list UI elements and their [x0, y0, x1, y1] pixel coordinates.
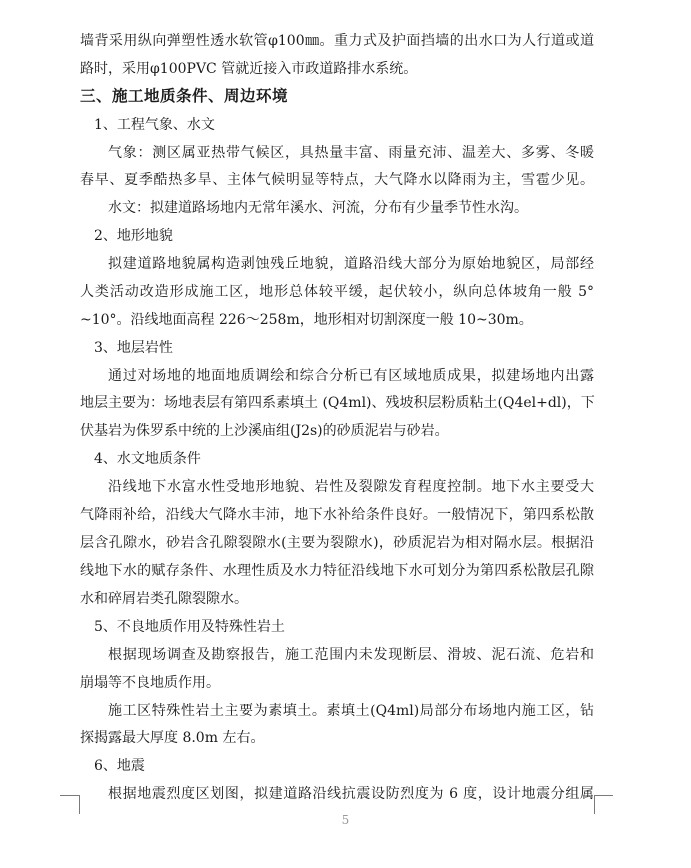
- margin-corner-mark-left-vertical: [79, 795, 80, 814]
- body-line: ~10°。沿线地面高程 226～258m，地形相对切割深度一般 10~30m。: [80, 312, 533, 328]
- body-line: 气象：测区属亚热带气候区，具热量丰富、雨量充沛、温差大、多雾、冬暖: [108, 145, 594, 161]
- section-heading: 三、施工地质条件、周边环境: [80, 87, 289, 105]
- subsection-heading: 5、不良地质作用及特殊性岩土: [94, 619, 285, 635]
- body-line: 墙背采用纵向弹塑性透水软管φ100㎜。重力式及护面挡墙的出水口为人行道或道: [80, 33, 594, 49]
- body-line: 人类活动改造形成施工区，地形总体较平缓，起伏较小，纵向总体坡角一般 5°: [80, 284, 594, 300]
- body-line: 沿线地下水富水性受地形地貌、岩性及裂隙发育程度控制。地下水主要受大: [108, 479, 594, 495]
- margin-corner-mark-left: [60, 795, 79, 796]
- body-line: 层含孔隙水，砂岩含孔隙裂隙水(主要为裂隙水)，砂质泥岩为相对隔水层。根据沿: [80, 535, 594, 551]
- subsection-heading: 6、地震: [94, 758, 145, 774]
- subsection-heading: 1、工程气象、水文: [94, 117, 215, 133]
- subsection-heading: 3、地层岩性: [94, 340, 173, 356]
- body-line: 伏基岩为侏罗系中统的上沙溪庙组(J2s)的砂质泥岩与砂岩。: [80, 423, 449, 439]
- page-number: 5: [341, 813, 350, 827]
- body-line: 路时，采用φ100PVC 管就近接入市政道路排水系统。: [80, 61, 418, 77]
- body-line: 水和碎屑岩类孔隙裂隙水。: [80, 591, 248, 607]
- body-line: 水文：拟建道路场地内无常年溪水、河流，分布有少量季节性水沟。: [108, 200, 528, 216]
- body-line: 春早、夏季酷热多旱、主体气候明显等特点，大气降水以降雨为主，雪雹少见。: [80, 172, 594, 188]
- body-line: 根据地震烈度区划图，拟建道路沿线抗震设防烈度为 6 度，设计地震分组属: [108, 786, 594, 802]
- body-line: 地层主要为：场地表层有第四系素填土 (Q4ml)、残坡积层粉质粘土(Q4el+dl)，下: [80, 395, 595, 411]
- body-line: 气降雨补给，沿线大气降水丰沛，地下水补给条件良好。一般情况下，第四系松散: [80, 507, 594, 523]
- body-line: 根据现场调查及勘察报告，施工范围内未发现断层、滑坡、泥石流、危岩和: [108, 647, 594, 663]
- subsection-heading: 4、水文地质条件: [94, 451, 201, 467]
- body-line: 通过对场地的地面地质调绘和综合分析已有区域地质成果，拟建场地内出露: [108, 368, 594, 384]
- body-line: 施工区特殊性岩土主要为素填土。素填土(Q4ml)局部分布场地内施工区，钻: [108, 703, 594, 719]
- margin-corner-mark-right: [594, 795, 613, 796]
- margin-corner-mark-right-vertical: [594, 795, 595, 814]
- body-line: 探揭露最大厚度 8.0m 左右。: [80, 730, 265, 746]
- body-line: 线地下水的赋存条件、水理性质及水力特征沿线地下水可划分为第四系松散层孔隙: [80, 563, 594, 579]
- subsection-heading: 2、地形地貌: [94, 228, 173, 244]
- body-line: 拟建道路地貌属构造剥蚀残丘地貌，道路沿线大部分为原始地貌区，局部经: [108, 256, 594, 272]
- body-line: 崩塌等不良地质作用。: [80, 675, 220, 691]
